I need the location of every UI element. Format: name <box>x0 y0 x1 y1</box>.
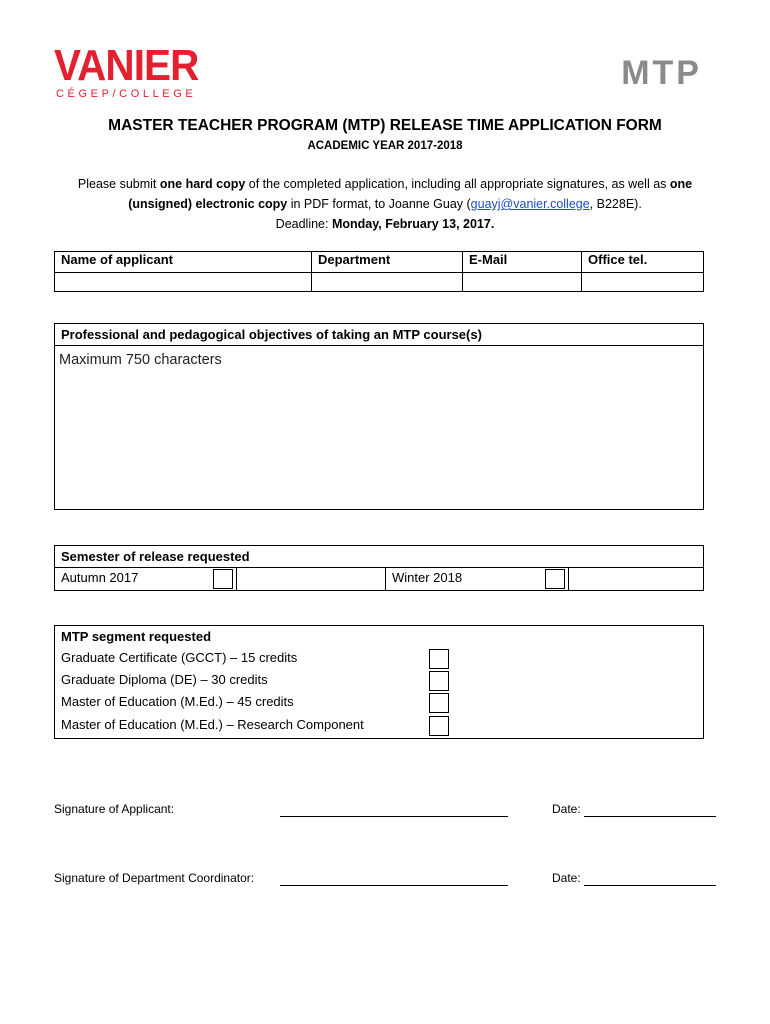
logo-wordmark: VANIER <box>54 41 199 90</box>
department-field[interactable] <box>312 273 463 292</box>
col-name-header: Name of applicant <box>55 252 312 273</box>
logo-subtitle: CÉGEP/COLLEGE <box>56 88 197 100</box>
med-research-checkbox[interactable] <box>429 716 449 736</box>
divider <box>568 568 569 590</box>
applicant-date-line[interactable] <box>584 816 716 817</box>
objectives-textarea[interactable]: Maximum 750 characters <box>59 352 222 368</box>
applicant-date-label: Date: <box>552 802 581 816</box>
deadline-value: Monday, February 13, 2017. <box>331 217 495 231</box>
applicant-signature-label: Signature of Applicant: <box>54 802 175 816</box>
coordinator-signature-line[interactable] <box>280 885 508 886</box>
deadline-label: Deadline: <box>275 217 332 231</box>
vanier-logo <box>54 41 224 100</box>
coordinator-date-label: Date: <box>552 871 581 885</box>
instr-bold: one (unsigned) electronic copy <box>128 177 693 211</box>
semester-options-row <box>55 568 703 590</box>
applicant-signature-line[interactable] <box>280 816 508 817</box>
form-title: MASTER TEACHER PROGRAM (MTP) RELEASE TIME APPLICATION FORM <box>108 117 662 134</box>
segment-option-gcct: Graduate Certificate (GCCT) – 15 credits <box>61 650 298 665</box>
email-link[interactable]: guayj@vanier.college <box>470 197 590 211</box>
col-email-header: E-Mail <box>463 252 582 273</box>
col-department-header: Department <box>312 252 463 273</box>
segment-option-med: Master of Education (M.Ed.) – 45 credits <box>61 694 294 709</box>
name-field[interactable] <box>55 273 312 292</box>
instr-text: of the completed application, including all appropriate signatures, as well as <box>245 177 670 191</box>
de-checkbox[interactable] <box>429 671 449 691</box>
semester-heading: Semester of release requested <box>55 546 703 568</box>
objectives-heading: Professional and pedagogical objectives of taking an MTP course(s) <box>55 324 703 346</box>
med-checkbox[interactable] <box>429 693 449 713</box>
col-office-tel-header: Office tel. <box>582 252 704 273</box>
gcct-checkbox[interactable] <box>429 649 449 669</box>
instr-text: , B228E). <box>589 197 642 211</box>
instr-bold: one hard copy <box>159 177 246 191</box>
segment-option-med-research: Master of Education (M.Ed.) – Research Component <box>61 717 364 732</box>
coordinator-date-line[interactable] <box>584 885 716 886</box>
winter-label: Winter 2018 <box>392 570 463 585</box>
academic-year: ACADEMIC YEAR 2017-2018 <box>307 140 463 152</box>
divider <box>236 568 237 590</box>
instr-text: Please submit <box>77 177 160 191</box>
applicant-info-table <box>54 251 704 292</box>
instr-text: in PDF format, to Joanne Guay ( <box>287 197 471 211</box>
segment-section <box>54 625 704 739</box>
autumn-checkbox[interactable] <box>213 569 233 589</box>
segment-option-de: Graduate Diploma (DE) – 30 credits <box>61 672 268 687</box>
semester-section <box>54 545 704 591</box>
submission-instructions <box>60 174 710 234</box>
autumn-label: Autumn 2017 <box>61 570 139 585</box>
coordinator-signature-label: Signature of Department Coordinator: <box>54 871 255 885</box>
divider <box>385 568 386 590</box>
office-tel-field[interactable] <box>582 273 704 292</box>
segment-heading: MTP segment requested <box>61 629 212 644</box>
program-tag: MTP <box>621 54 702 92</box>
email-field[interactable] <box>463 273 582 292</box>
objectives-section <box>54 323 704 510</box>
winter-checkbox[interactable] <box>545 569 565 589</box>
